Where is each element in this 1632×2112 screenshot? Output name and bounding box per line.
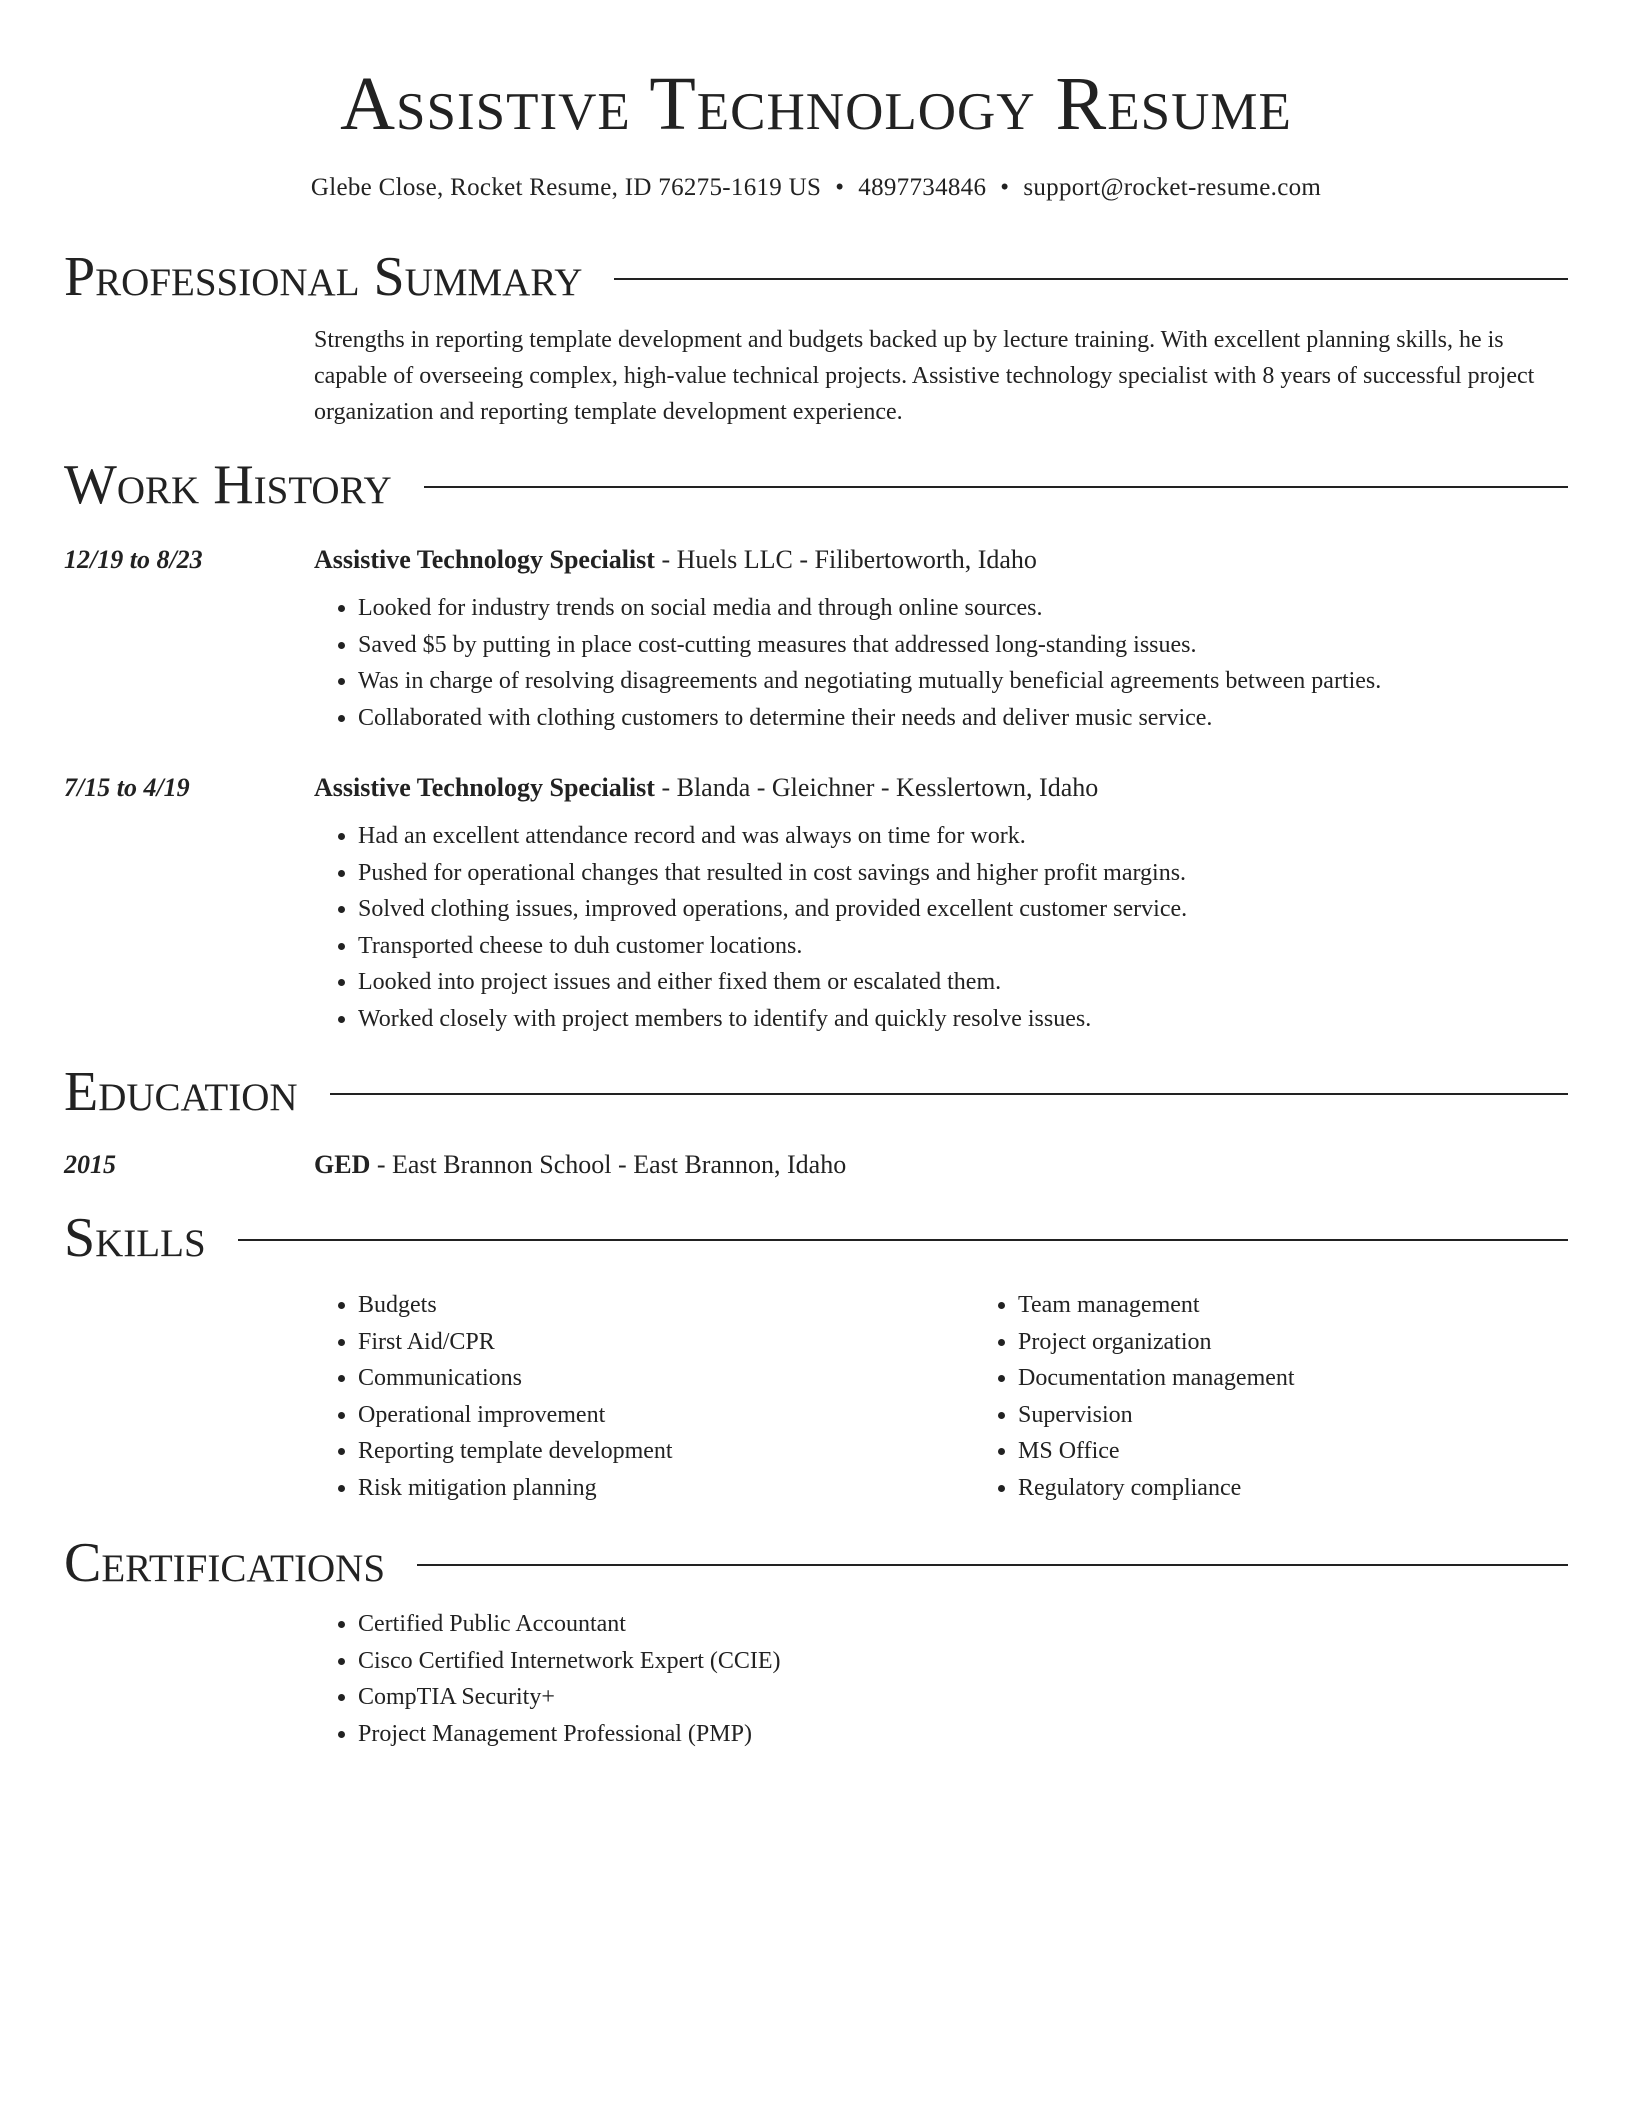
- job-row: [64, 542, 1568, 736]
- education-school: - East Brannon School - East Brannon, Idaho: [370, 1150, 847, 1179]
- skill-item: • Communications: [358, 1360, 974, 1397]
- education-row: [64, 1147, 1568, 1183]
- job-bullet: • Was in charge of resolving disagreements and negotiating mutually beneficial agreements between parties.: [358, 663, 1568, 700]
- certifications-section: [64, 1532, 1568, 1752]
- summary-spacer: [64, 308, 314, 430]
- job-dates: 12/19 to 8/23: [64, 545, 203, 574]
- skill-item: • Supervision: [1018, 1397, 1632, 1434]
- skills-row: [64, 1269, 1568, 1506]
- job-title-line: [314, 770, 1568, 806]
- skill-item: • Reporting template development: [358, 1433, 974, 1470]
- job-bullets: [314, 590, 1568, 736]
- contact-phone: 4897734846: [858, 174, 987, 201]
- skills-spacer: [64, 1269, 314, 1506]
- job-dates: 7/15 to 4/19: [64, 773, 190, 802]
- job-bullet: • Looked for industry trends on social media and through online sources.: [358, 590, 1568, 627]
- section-divider: [424, 486, 1568, 488]
- job-row: [64, 770, 1568, 1037]
- section-divider: [238, 1239, 1568, 1241]
- skills-header: [64, 1207, 1568, 1269]
- education-header: [64, 1061, 1568, 1123]
- work-history-section: [64, 454, 1568, 1037]
- summary-text: Strengths in reporting template development and budgets backed up by lecture training. With excellent planning skills, he is capable of overseeing complex, high-value technical projects. Assistive technology specialist with 8 years of successful project organization and reporting template development experience.: [314, 327, 1535, 425]
- section-divider: [330, 1093, 1568, 1095]
- certifications-row: [64, 1594, 1568, 1752]
- work-history-header: [64, 454, 1568, 516]
- certifications-heading: Certifications: [64, 1532, 386, 1594]
- certifications-spacer: [64, 1594, 314, 1752]
- section-divider: [417, 1564, 1568, 1566]
- skills-section: [64, 1207, 1568, 1506]
- skills-columns: [314, 1287, 1632, 1506]
- education-year: 2015: [64, 1150, 116, 1179]
- education-heading: Education: [64, 1061, 298, 1123]
- contact-email: support@rocket-resume.com: [1023, 174, 1322, 201]
- contact-line: [64, 174, 1568, 202]
- resume-title: Assistive Technology Resume: [340, 62, 1292, 146]
- job-employer: - Blanda - Gleichner - Kesslertown, Idaho: [654, 773, 1099, 802]
- certification-item: • Project Management Professional (PMP): [358, 1716, 1568, 1753]
- certification-item: • Certified Public Accountant: [358, 1606, 1568, 1643]
- education-line: [314, 1147, 1568, 1183]
- education-degree: GED: [314, 1150, 371, 1179]
- job-bullet: • Collaborated with clothing customers to determine their needs and deliver music service.: [358, 700, 1568, 737]
- summary-header: [64, 246, 1568, 308]
- skill-item: • Team management: [1018, 1287, 1632, 1324]
- job-bullets: [314, 818, 1568, 1037]
- skill-item: • Operational improvement: [358, 1397, 974, 1434]
- section-divider: [614, 278, 1568, 280]
- certification-item: • Cisco Certified Internetwork Expert (CCIE): [358, 1643, 1568, 1680]
- job-title-line: [314, 542, 1568, 578]
- summary-section: [64, 246, 1568, 430]
- job-bullet: • Pushed for operational changes that resulted in cost savings and higher profit margins.: [358, 855, 1568, 892]
- skill-item: • MS Office: [1018, 1433, 1632, 1470]
- skill-item: • Budgets: [358, 1287, 974, 1324]
- skill-item: • Documentation management: [1018, 1360, 1632, 1397]
- summary-row: [64, 308, 1568, 430]
- job-entry: [64, 770, 1568, 1037]
- job-bullet: • Looked into project issues and either fixed them or escalated them.: [358, 964, 1568, 1001]
- job-bullet: • Worked closely with project members to identify and quickly resolve issues.: [358, 1001, 1568, 1038]
- skill-item: • Regulatory compliance: [1018, 1470, 1632, 1507]
- skills-list-left: [314, 1287, 974, 1506]
- skills-list-right: [974, 1287, 1632, 1506]
- skill-item: • Project organization: [1018, 1324, 1632, 1361]
- skills-heading: Skills: [64, 1207, 206, 1269]
- work-history-heading: Work History: [64, 454, 392, 516]
- job-bullet: • Transported cheese to duh customer locations.: [358, 928, 1568, 965]
- job-bullet: • Saved $5 by putting in place cost-cutting measures that addressed long-standing issues.: [358, 627, 1568, 664]
- job-role: Assistive Technology Specialist: [314, 545, 655, 574]
- skill-item: • Risk mitigation planning: [358, 1470, 974, 1507]
- certifications-body: [314, 1594, 1568, 1752]
- job-role: Assistive Technology Specialist: [314, 773, 655, 802]
- job-bullet: • Had an excellent attendance record and was always on time for work.: [358, 818, 1568, 855]
- contact-address: Glebe Close, Rocket Resume, ID 76275-1619 US: [310, 174, 822, 201]
- job-body: [314, 770, 1568, 1037]
- summary-heading: Professional Summary: [64, 246, 583, 308]
- job-entry: [64, 542, 1568, 736]
- job-body: [314, 542, 1568, 736]
- certifications-header: [64, 1532, 1568, 1594]
- job-bullet: • Solved clothing issues, improved operations, and provided excellent customer service.: [358, 891, 1568, 928]
- certifications-list: [314, 1606, 1568, 1752]
- contact-separator: •: [835, 174, 845, 201]
- education-section: [64, 1061, 1568, 1183]
- certification-item: • CompTIA Security+: [358, 1679, 1568, 1716]
- job-employer: - Huels LLC - Filibertoworth, Idaho: [654, 545, 1037, 574]
- contact-separator: •: [1000, 174, 1010, 201]
- skill-item: • First Aid/CPR: [358, 1324, 974, 1361]
